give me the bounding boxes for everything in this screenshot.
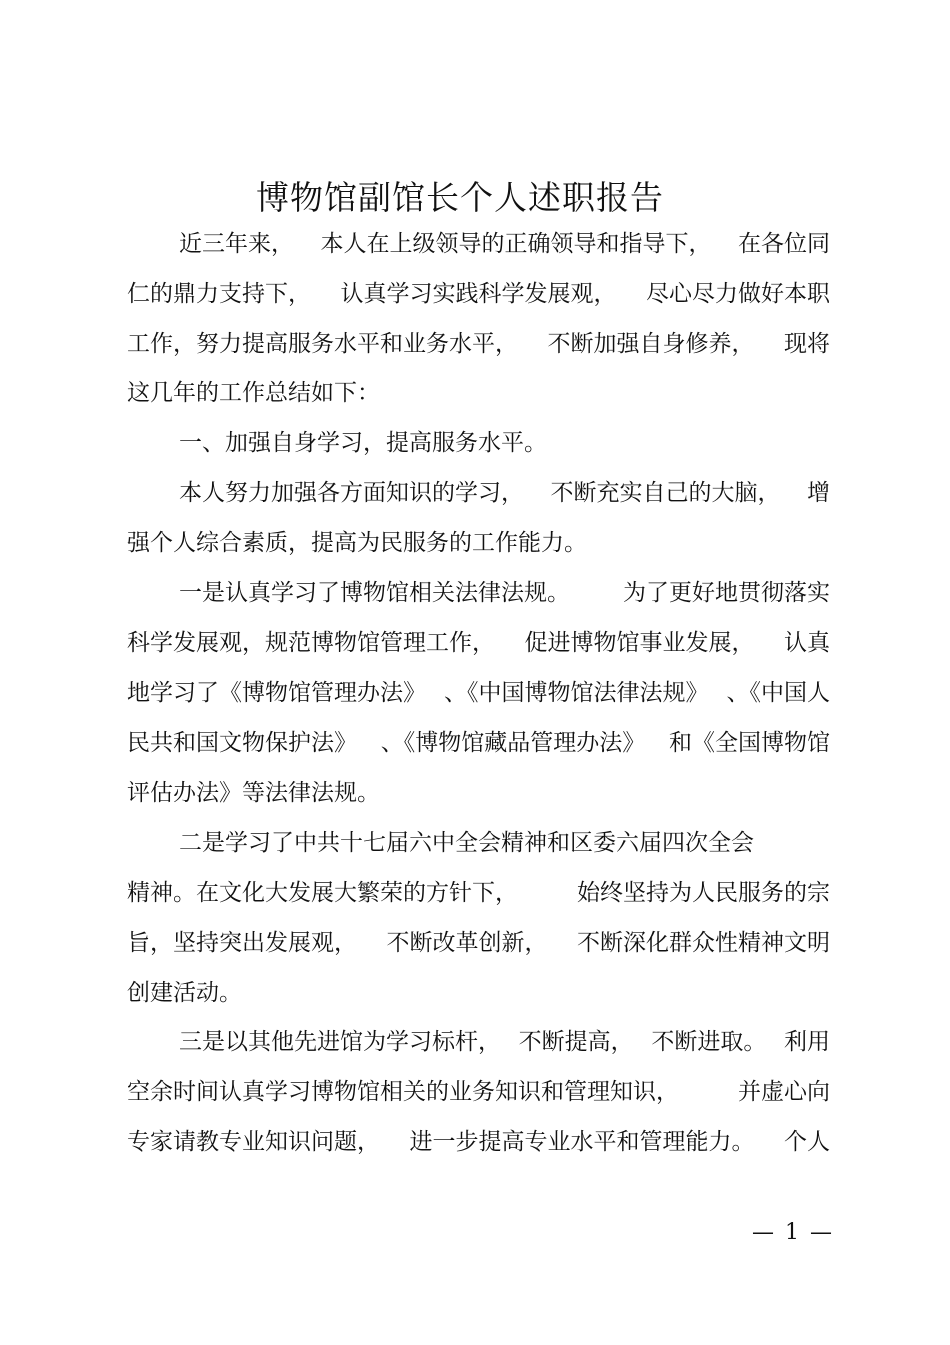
line-segment: 为了更好地贯彻落实 xyxy=(623,580,830,606)
body-line xyxy=(127,873,830,913)
line-segment: 增 xyxy=(807,480,830,506)
line-segment: 不断提高， xyxy=(518,1029,634,1055)
line-segment: 进一步提高专业水平和管理能力。 xyxy=(409,1129,755,1155)
body-line xyxy=(127,373,830,413)
line-segment: 认真学习实践科学发展观， xyxy=(340,281,617,307)
line-segment: 现将 xyxy=(784,331,830,357)
line-segment: 地学习了《博物馆管理办法》 xyxy=(127,680,426,706)
body-line xyxy=(127,274,830,314)
body-line xyxy=(179,823,830,863)
line-segment: 并虚心向 xyxy=(738,1079,830,1105)
line-segment: 不断充实自己的大脑， xyxy=(550,480,781,506)
line-segment: 、《中国博物馆法律法规》 xyxy=(444,680,709,706)
line-segment: 工作，努力提高服务水平和业务水平， xyxy=(127,331,518,357)
body-line xyxy=(179,224,830,264)
line-segment: 这几年的工作总结如下： xyxy=(127,380,380,406)
line-segment: 本人努力加强各方面知识的学习， xyxy=(179,480,524,506)
line-segment: 本人在上级领导的正确领导和指导下， xyxy=(320,231,712,257)
line-segment: 个人 xyxy=(784,1129,830,1155)
line-segment: 二是学习了中共十七届六中全会精神和区委六届四次全会 xyxy=(179,830,754,856)
body-line xyxy=(179,423,830,463)
page-number: — 1 — xyxy=(752,1220,834,1245)
line-segment: 尽心尽力做好本职 xyxy=(646,281,830,307)
line-segment: 一、加强自身学习，提高服务水平。 xyxy=(179,430,547,456)
line-segment: 、《中国人 xyxy=(726,680,830,706)
body-line xyxy=(179,473,830,513)
line-segment: 和《全国博物馆 xyxy=(669,730,830,756)
body-line xyxy=(127,1122,830,1162)
line-segment: 在各位同 xyxy=(738,231,830,257)
line-segment: 不断进取。 xyxy=(651,1029,767,1055)
body-line xyxy=(179,1022,830,1062)
line-segment: 精神。在文化大发展大繁荣的方针下， xyxy=(127,880,518,906)
line-segment: 评估办法》等法律法规。 xyxy=(127,780,380,806)
body-line xyxy=(127,973,830,1013)
line-segment: 一是认真学习了博物馆相关法律法规。 xyxy=(179,580,570,606)
line-segment: 科学发展观，规范博物馆管理工作， xyxy=(127,630,495,656)
body-line xyxy=(127,773,830,813)
body-line xyxy=(127,1072,830,1112)
line-segment: 、《博物馆藏品管理办法》 xyxy=(380,730,646,756)
line-segment: 不断加强自身修养， xyxy=(547,331,755,357)
document-title: 博物馆副馆长个人述职报告 xyxy=(256,178,664,217)
line-segment: 专家请教专业知识问题， xyxy=(127,1129,380,1155)
body-line xyxy=(127,523,830,563)
line-segment: 不断深化群众性精神文明 xyxy=(577,930,830,956)
line-segment: 民共和国文物保护法》 xyxy=(127,730,357,756)
body-line xyxy=(127,324,830,364)
line-segment: 强个人综合素质，提高为民服务的工作能力。 xyxy=(127,530,587,556)
line-segment: 仁的鼎力支持下， xyxy=(127,281,311,307)
line-segment: 认真 xyxy=(784,630,830,656)
body-line xyxy=(127,673,830,713)
line-segment: 三是以其他先进馆为学习标杆， xyxy=(179,1029,501,1055)
line-segment: 旨，坚持突出发展观， xyxy=(127,930,357,956)
body-line xyxy=(127,623,830,663)
line-segment: 不断改革创新， xyxy=(386,930,548,956)
line-segment: 创建活动。 xyxy=(127,980,242,1006)
line-segment: 始终坚持为人民服务的宗 xyxy=(577,880,830,906)
body-line xyxy=(127,923,830,963)
line-segment: 利用 xyxy=(783,1029,830,1055)
line-segment: 促进博物馆事业发展， xyxy=(524,630,755,656)
body-line xyxy=(179,573,830,613)
body-line xyxy=(127,723,830,763)
line-segment: 近三年来， xyxy=(179,231,294,257)
line-segment: 空余时间认真学习博物馆相关的业务知识和管理知识， xyxy=(127,1079,679,1105)
